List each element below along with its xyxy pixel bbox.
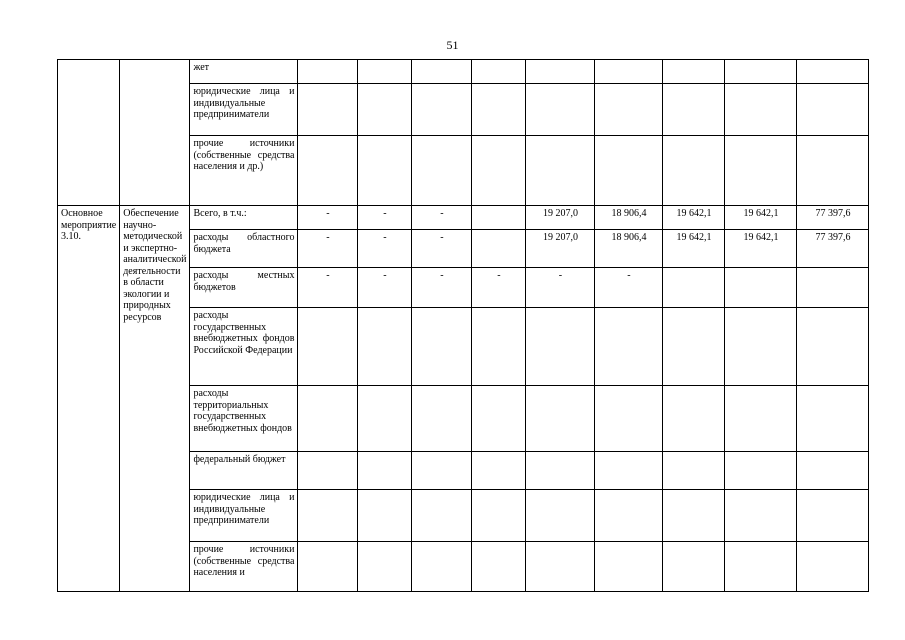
- value-cell: -: [412, 268, 472, 308]
- value-cell: [526, 490, 595, 542]
- value-cell: [663, 60, 725, 84]
- value-cell: [472, 230, 526, 268]
- value-cell: [358, 136, 412, 206]
- value-cell: [472, 452, 526, 490]
- value-cell: [595, 136, 663, 206]
- value-cell: [412, 308, 472, 386]
- value-cell: -: [358, 206, 412, 230]
- value-cell: [595, 386, 663, 452]
- value-cell: [725, 490, 797, 542]
- value-cell: [358, 84, 412, 136]
- value-cell: [358, 490, 412, 542]
- value-cell: -: [472, 268, 526, 308]
- value-cell: [412, 84, 472, 136]
- value-cell: [663, 268, 725, 308]
- value-cell: [472, 542, 526, 592]
- value-cell: [797, 542, 869, 592]
- value-cell: 19 642,1: [663, 230, 725, 268]
- value-cell: [298, 84, 358, 136]
- measure-code: Основное мероприятие 3.10.: [58, 206, 120, 592]
- value-cell: 19 207,0: [526, 230, 595, 268]
- value-cell: [595, 308, 663, 386]
- funding-source-cell: прочие источники (собственные средства населения и: [190, 542, 298, 592]
- value-cell: 19 642,1: [725, 230, 797, 268]
- table-row: [58, 60, 869, 84]
- value-cell: [725, 542, 797, 592]
- value-cell: -: [412, 230, 472, 268]
- value-cell: [725, 60, 797, 84]
- value-cell: [526, 386, 595, 452]
- value-cell: [797, 452, 869, 490]
- value-cell: 18 906,4: [595, 230, 663, 268]
- value-cell: [298, 136, 358, 206]
- value-cell: [412, 490, 472, 542]
- funding-source-cell: федеральный бюджет: [190, 452, 298, 490]
- funding-source-cell: расходы территориальных государственных внебюджетных фондов: [190, 386, 298, 452]
- value-cell: [663, 542, 725, 592]
- value-cell: [526, 60, 595, 84]
- value-cell: [472, 60, 526, 84]
- value-cell: [472, 308, 526, 386]
- value-cell: [412, 542, 472, 592]
- value-cell: [412, 452, 472, 490]
- funding-source-cell: прочие источники (собственные средства населения и др.): [190, 136, 298, 206]
- value-cell: 19 642,1: [663, 206, 725, 230]
- value-cell: -: [298, 206, 358, 230]
- value-cell: [472, 84, 526, 136]
- value-cell: 19 642,1: [725, 206, 797, 230]
- value-cell: [412, 386, 472, 452]
- value-cell: [725, 386, 797, 452]
- value-cell: [472, 490, 526, 542]
- value-cell: [725, 84, 797, 136]
- value-cell: [725, 452, 797, 490]
- table-row: [58, 206, 869, 230]
- measure-name: Обеспечение научно-методической и экспертно-аналитической деятельности в области экологии и природных ресурсов: [120, 206, 190, 592]
- value-cell: 77 397,6: [797, 206, 869, 230]
- value-cell: [472, 136, 526, 206]
- budget-table: [57, 59, 869, 592]
- value-cell: [526, 452, 595, 490]
- funding-source-cell: расходы местных бюджетов: [190, 268, 298, 308]
- value-cell: [358, 60, 412, 84]
- value-cell: [472, 206, 526, 230]
- value-cell: [358, 386, 412, 452]
- value-cell: [725, 136, 797, 206]
- value-cell: [526, 84, 595, 136]
- value-cell: [663, 136, 725, 206]
- value-cell: [358, 542, 412, 592]
- value-cell: [797, 60, 869, 84]
- value-cell: [663, 84, 725, 136]
- value-cell: [298, 60, 358, 84]
- value-cell: [298, 542, 358, 592]
- funding-source-cell: юридические лица и индивидуальные предприниматели: [190, 84, 298, 136]
- value-cell: [526, 136, 595, 206]
- value-cell: [663, 452, 725, 490]
- value-cell: [595, 542, 663, 592]
- value-cell: 18 906,4: [595, 206, 663, 230]
- value-cell: [526, 542, 595, 592]
- funding-source-cell: юридические лица и индивидуальные предприниматели: [190, 490, 298, 542]
- funding-source-cell: жет: [190, 60, 298, 84]
- value-cell: -: [526, 268, 595, 308]
- value-cell: -: [358, 268, 412, 308]
- page-number: 51: [446, 38, 459, 52]
- value-cell: 77 397,6: [797, 230, 869, 268]
- funding-source-cell: расходы государственных внебюджетных фондов Российской Федерации: [190, 308, 298, 386]
- value-cell: [663, 490, 725, 542]
- value-cell: [725, 268, 797, 308]
- value-cell: [526, 308, 595, 386]
- value-cell: [472, 386, 526, 452]
- funding-source-cell: Всего, в т.ч.:: [190, 206, 298, 230]
- value-cell: [797, 308, 869, 386]
- value-cell: [358, 452, 412, 490]
- value-cell: [595, 84, 663, 136]
- value-cell: [595, 490, 663, 542]
- value-cell: 19 207,0: [526, 206, 595, 230]
- value-cell: -: [412, 206, 472, 230]
- value-cell: [358, 308, 412, 386]
- value-cell: [797, 136, 869, 206]
- value-cell: [298, 490, 358, 542]
- value-cell: [663, 308, 725, 386]
- value-cell: [725, 308, 797, 386]
- value-cell: [797, 84, 869, 136]
- value-cell: [797, 268, 869, 308]
- value-cell: [298, 386, 358, 452]
- value-cell: [298, 308, 358, 386]
- value-cell: -: [298, 230, 358, 268]
- value-cell: -: [298, 268, 358, 308]
- funding-source-cell: расходы областного бюджета: [190, 230, 298, 268]
- value-cell: [663, 386, 725, 452]
- value-cell: [412, 60, 472, 84]
- value-cell: [412, 136, 472, 206]
- value-cell: -: [358, 230, 412, 268]
- value-cell: -: [595, 268, 663, 308]
- value-cell: [595, 60, 663, 84]
- value-cell: [797, 490, 869, 542]
- value-cell: [595, 452, 663, 490]
- value-cell: [797, 386, 869, 452]
- continued-code-cell: [58, 60, 120, 206]
- continued-name-cell: [120, 60, 190, 206]
- value-cell: [298, 452, 358, 490]
